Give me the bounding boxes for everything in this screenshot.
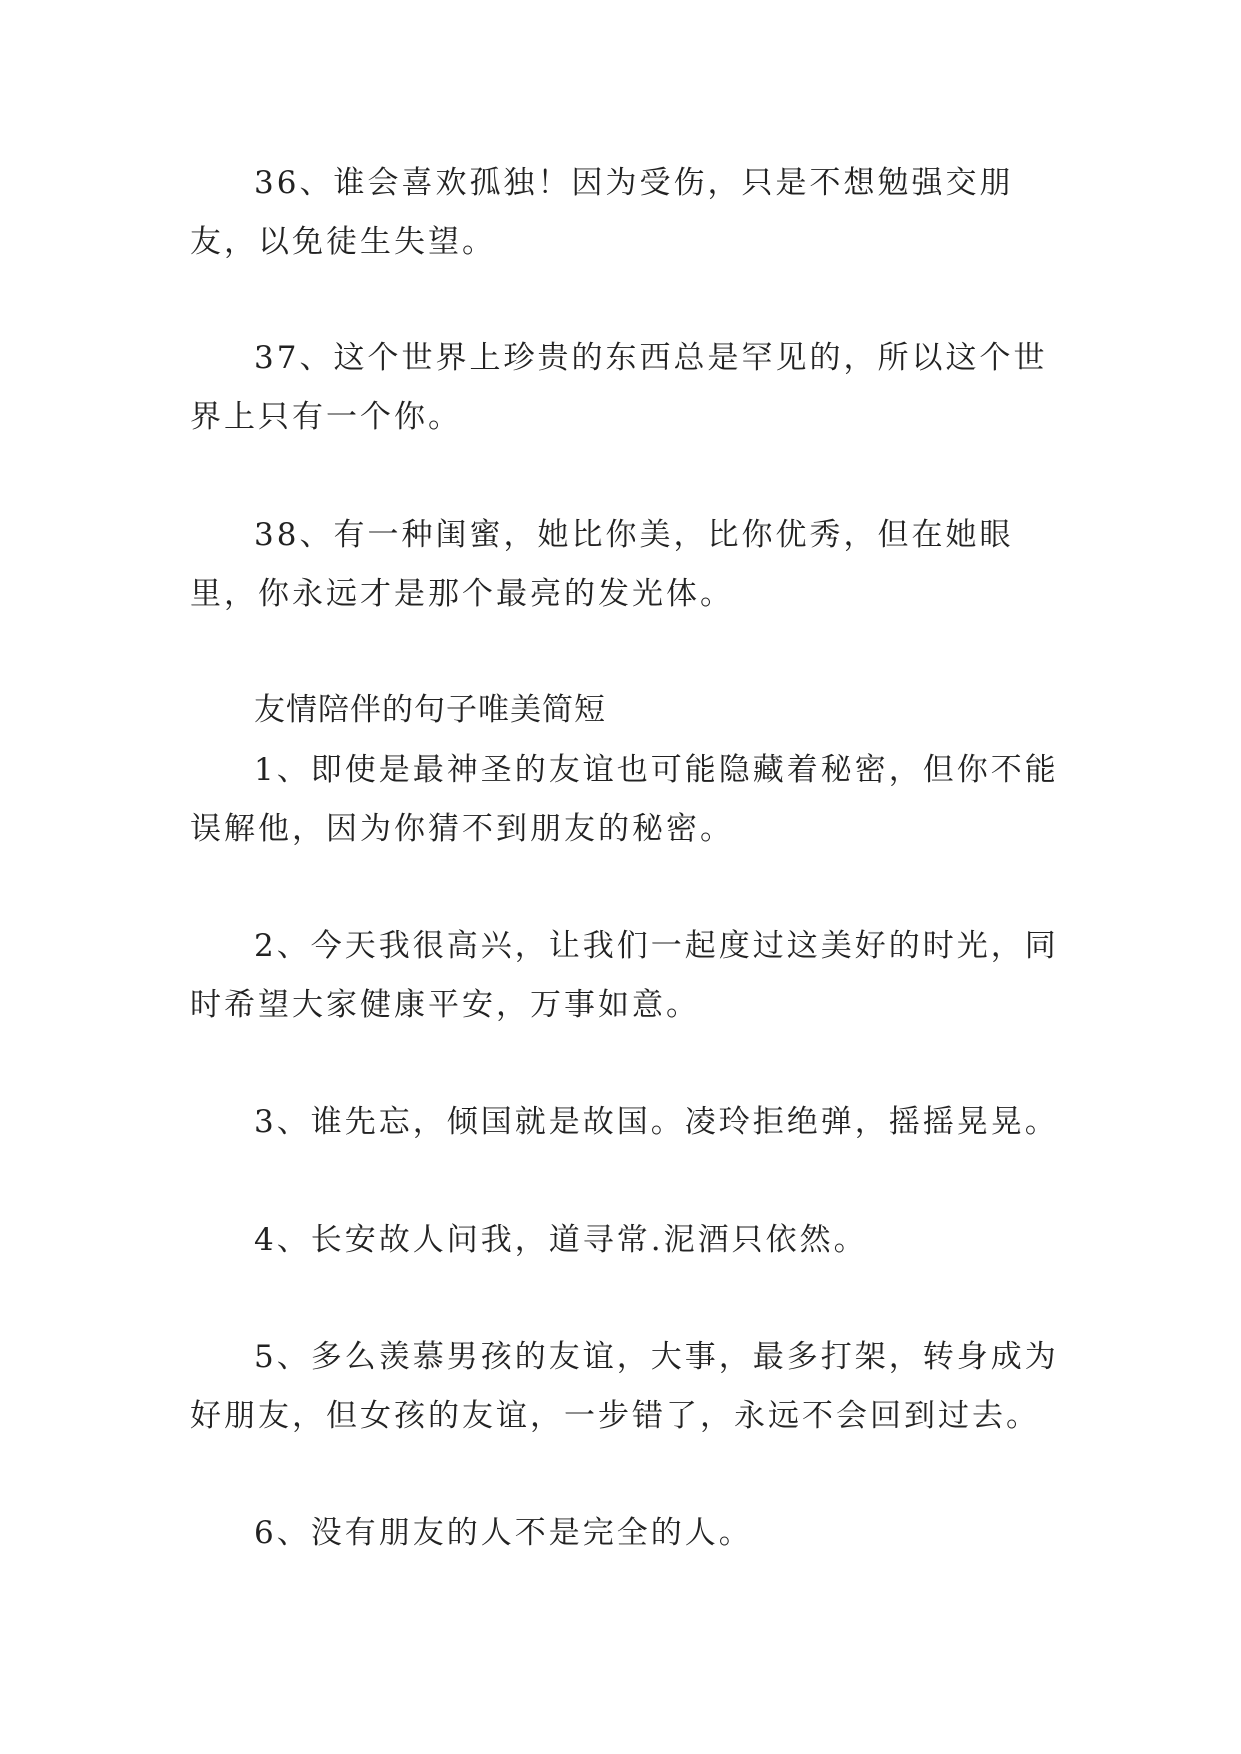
paragraph-6: 6、没有朋友的人不是完全的人。 bbox=[254, 1515, 753, 1551]
paragraph-2: 2、今天我很高兴，让我们一起度过这美好的时光，同时希望大家健康平安，万事如意。 bbox=[190, 928, 1059, 1023]
paragraph-1: 1、即使是最神圣的友谊也可能隐藏着秘密，但你不能误解他，因为你猜不到朋友的秘密。 bbox=[190, 752, 1059, 847]
paragraph-36: 36、谁会喜欢孤独！因为受伤，只是不想勉强交朋友，以免徒生失望。 bbox=[190, 165, 1014, 260]
paragraph-5: 5、多么羡慕男孩的友谊，大事，最多打架，转身成为好朋友，但女孩的友谊，一步错了，永远不会回到过去。 bbox=[190, 1339, 1059, 1434]
paragraph-38: 38、有一种闺蜜，她比你美，比你优秀，但在她眼里，你永远才是那个最亮的发光体。 bbox=[190, 517, 1014, 612]
paragraph-3: 3、谁先忘，倾国就是故国。凌玲拒绝弹，摇摇晃晃。 bbox=[254, 1104, 1059, 1140]
paragraph-37: 37、这个世界上珍贵的东西总是罕见的，所以这个世界上只有一个你。 bbox=[190, 340, 1048, 435]
section-heading: 友情陪伴的句子唯美简短 bbox=[254, 692, 606, 728]
paragraph-4: 4、长安故人问我，道寻常.泥酒只依然。 bbox=[254, 1222, 868, 1258]
